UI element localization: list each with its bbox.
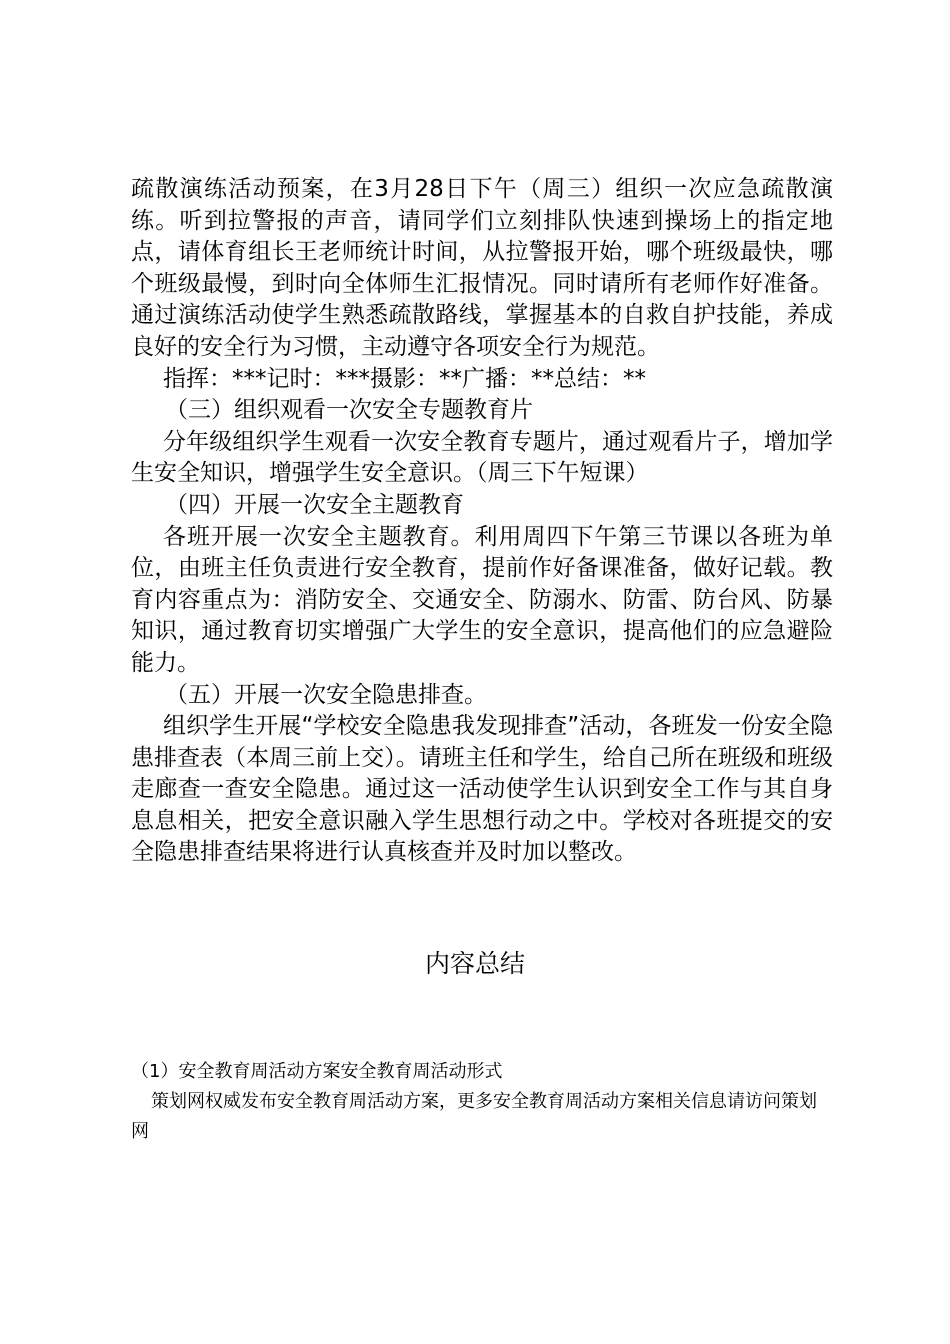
paragraph-theme-education: 各班开展一次安全主题教育。利用周四下午第三节课以各班为单位，由班主任负责进行安全教育，提前作好备课准备，做好记载。教育内容重点为：消防安全、交通安全、防溺水、防雷、防台风、防暴知识，通过教育切实增强广大学生的安全意识，提高他们的应急避险能力。	[131, 523, 833, 676]
document-body	[131, 174, 833, 869]
summary-section	[131, 1057, 833, 1147]
paragraph-roles: 指挥：***记时：***摄影：**广播：**总结：**	[163, 365, 646, 392]
paragraph-film: 分年级组织学生观看一次安全教育专题片，通过观看片子，增加学生安全知识，增强学生安全意识。（周三下午短课）	[131, 428, 833, 487]
section-heading-3: （三）组织观看一次安全专题教育片	[165, 397, 533, 424]
summary-item-2: 策划网权威发布安全教育周活动方案，更多安全教育周活动方案相关信息请访问策划网	[131, 1091, 817, 1142]
paragraph-hazard-check: 组织学生开展“学校安全隐患我发现排查”活动，各班发一份安全隐患排查表（本周三前上交）。请班主任和学生，给自己所在班级和班级走廊查一查安全隐患。通过这一活动使学生认识到安全工作与其自身息息相关，把安全意识融入学生思想行动之中。学校对各班提交的安全隐患排查结果将进行认真核查并及时加以整改。	[131, 713, 833, 866]
section-heading-4: （四）开展一次安全主题教育	[165, 491, 464, 518]
summary-heading: 内容总结	[424, 949, 525, 978]
paragraph-drill-plan: 疏散演练活动预案，在3月28日下午（周三）组织一次应急疏散演练。听到拉警报的声音，请同学们立刻排队快速到操场上的指定地点，请体育组长王老师统计时间，从拉警报开始，哪个班级最快，哪个班级最慢，到时向全体师生汇报情况。同时请所有老师作好准备。通过演练活动使学生熟悉疏散路线，掌握基本的自救自护技能，养成良好的安全行为习惯，主动遵守各项安全行为规范。	[131, 176, 833, 360]
section-heading-5: （五）开展一次安全隐患排查。	[165, 681, 487, 708]
summary-item-1: （1）安全教育周活动方案安全教育周活动形式	[131, 1061, 503, 1082]
